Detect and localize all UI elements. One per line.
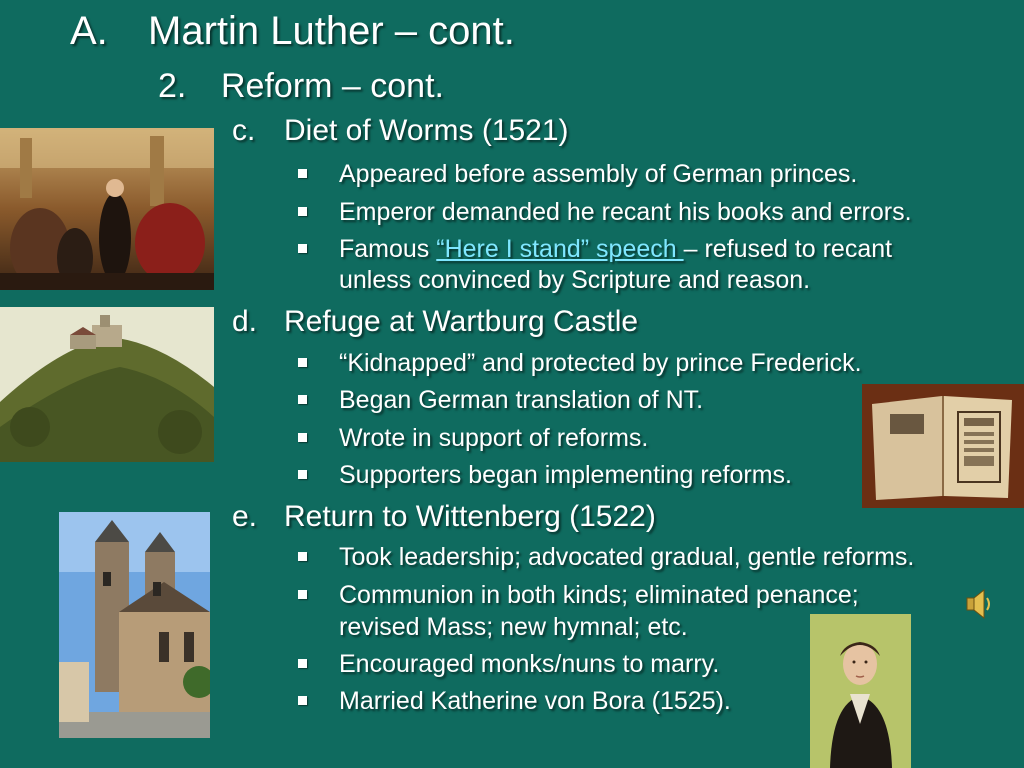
section-c-letter: c. — [232, 114, 256, 147]
bullet-text-post: – refused to recant — [683, 235, 893, 263]
here-i-stand-link[interactable]: “Here I stand” speech — [436, 235, 684, 263]
bullet-text: Emperor demanded he recant his books and errors. — [339, 198, 912, 226]
bullet-icon — [298, 590, 307, 599]
slide-title: Martin Luther – cont. — [148, 9, 515, 53]
bullet-text: Encouraged monks/nuns to marry. — [339, 650, 720, 678]
subtitle: Reform – cont. — [221, 67, 444, 105]
bullet-text: Took leadership; advocated gradual, gentle reforms. — [339, 543, 915, 571]
bullet-text-line1: Communion in both kinds; eliminated penance; — [339, 581, 859, 609]
bullet-icon — [298, 395, 307, 404]
section-d-letter: d. — [232, 305, 258, 338]
bullet-text: Married Katherine von Bora (1525). — [339, 687, 731, 715]
bullet-text: Supporters began implementing reforms. — [339, 461, 793, 489]
diet-of-worms-painting — [0, 128, 214, 290]
bullet-text-line1 — [339, 233, 892, 265]
bullet-icon — [298, 244, 307, 253]
section-c-heading: Diet of Worms (1521) — [284, 114, 569, 147]
bullet-icon — [298, 659, 307, 668]
section-d-heading: Refuge at Wartburg Castle — [284, 305, 639, 338]
bullet-text: Wrote in support of reforms. — [339, 424, 649, 452]
bullet-icon — [298, 696, 307, 705]
katherine-von-bora-portrait — [810, 614, 911, 768]
bullet-icon — [298, 552, 307, 561]
bullet-text: “Kidnapped” and protected by prince Frederick. — [339, 349, 862, 377]
wittenberg-church-image — [59, 512, 210, 738]
wartburg-castle-image — [0, 307, 214, 462]
bullet-text: Began German translation of NT. — [339, 386, 704, 414]
section-e-letter: e. — [232, 500, 258, 533]
section-e-heading: Return to Wittenberg (1522) — [284, 500, 656, 533]
speaker-icon[interactable] — [964, 586, 994, 622]
subtitle-number: 2. — [158, 67, 187, 105]
bullet-icon — [298, 358, 307, 367]
bullet-text-pre: Famous — [339, 235, 437, 263]
bullet-icon — [298, 169, 307, 178]
bullet-icon — [298, 207, 307, 216]
bullet-text-line2: unless convinced by Scripture and reason. — [339, 266, 811, 294]
bullet-text: Appeared before assembly of German princes. — [339, 160, 858, 188]
title-letter: A. — [70, 9, 108, 53]
bullet-icon — [298, 433, 307, 442]
bullet-text-line2: revised Mass; new hymnal; etc. — [339, 613, 688, 641]
luther-bible-image — [862, 384, 1024, 508]
bullet-icon — [298, 470, 307, 479]
